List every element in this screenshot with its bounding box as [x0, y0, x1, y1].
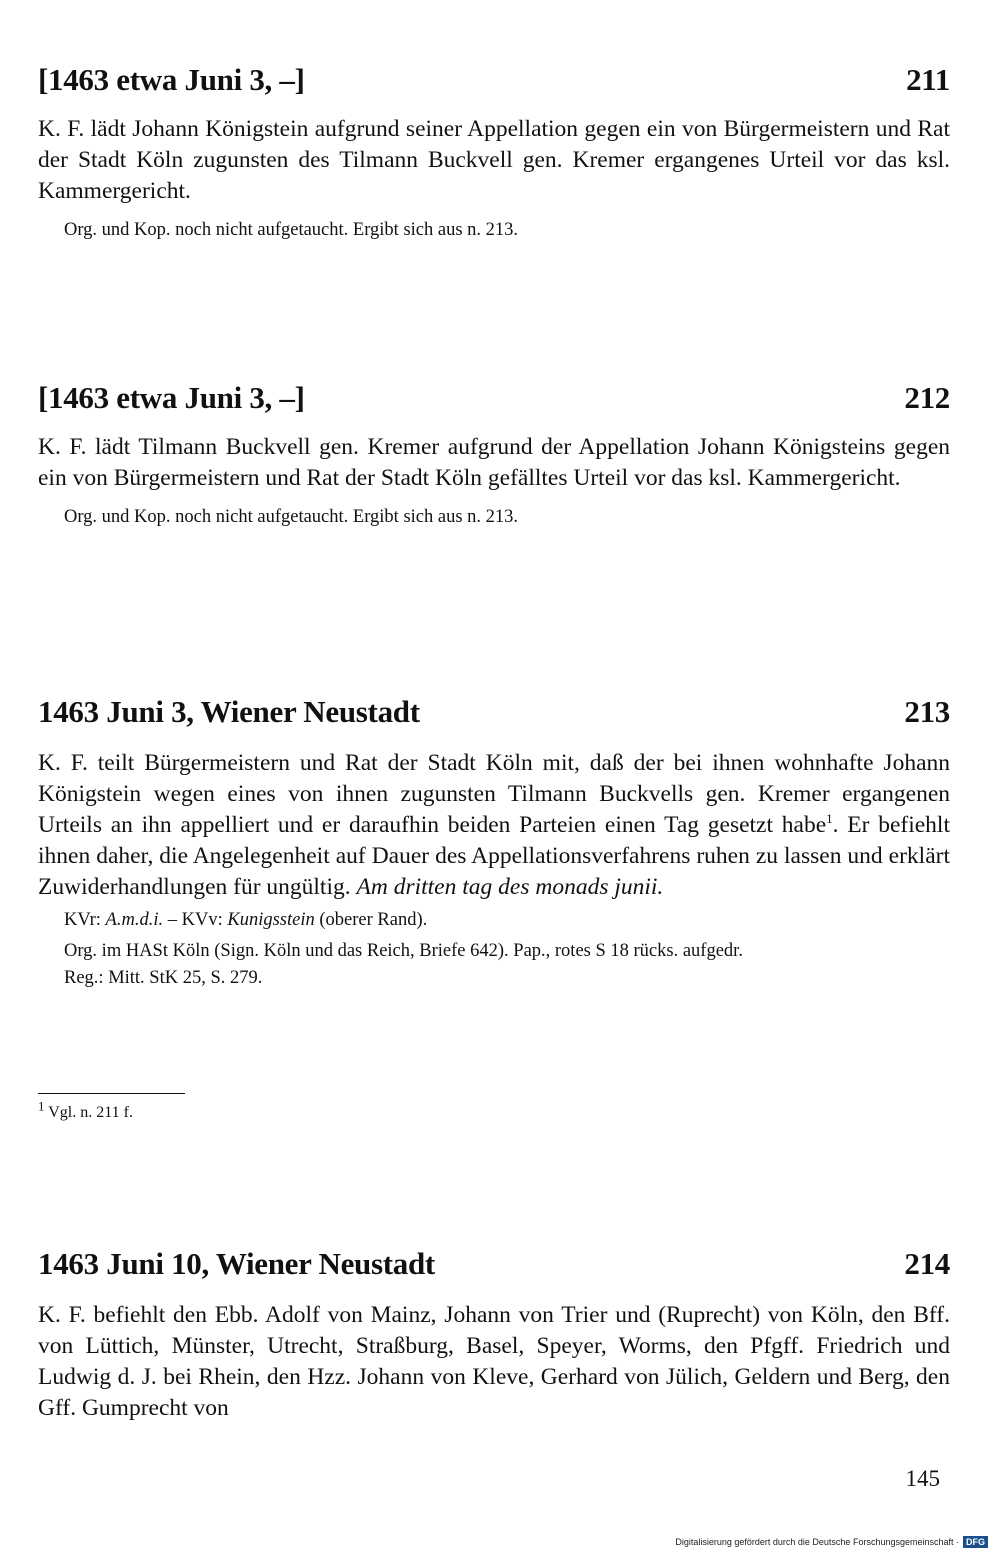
credit-text: Digitalisierung gefördert durch die Deutsche Forschungsgemeinschaft · — [675, 1537, 959, 1547]
funding-credit — [675, 1536, 988, 1548]
entry-date-heading: [1463 etwa Juni 3, –] — [38, 380, 305, 415]
entry-number: 212 — [904, 380, 950, 415]
entry-date-heading: 1463 Juni 3, Wiener Neustadt — [38, 694, 420, 729]
kvr-value: A.m.d.i. — [105, 910, 164, 930]
entry-date-heading: [1463 etwa Juni 3, –] — [38, 62, 305, 97]
footnote-text: Vgl. n. 211 f. — [48, 1104, 133, 1121]
entry-header — [38, 380, 950, 416]
regest-text: K. F. lädt Tilmann Buckvell gen. Kremer aufgrund der Appellation Johann Königsteins gegen ein von Bürgermeistern und Rat der Stadt Köln gefälltes Urteil vor das ksl. Kammergericht. — [38, 434, 950, 491]
kvv-rest: (oberer Rand). — [314, 910, 428, 930]
entry-214 — [38, 1246, 950, 1424]
entry-211 — [38, 62, 950, 244]
entry-213 — [38, 694, 950, 992]
regest-text: K. F. lädt Johann Königstein aufgrund seiner Appellation gegen ein von Bürgermeistern und Rat der Stadt Köln zugunsten des Tilmann Buckvell gen. Kremer ergangenes Urteil vor das ksl. Kammergericht. — [38, 116, 950, 204]
footnote-reference[interactable]: 1 — [826, 811, 833, 827]
entry-date-heading: 1463 Juni 10, Wiener Neustadt — [38, 1246, 435, 1281]
entry-header — [38, 62, 950, 98]
archive-note: Org. im HASt Köln (Sign. Köln und das Reich, Briefe 642). Pap., rotes S 18 rücks. aufgedr. — [64, 941, 743, 961]
endorsement-note — [38, 907, 950, 934]
entry-header — [38, 1246, 950, 1282]
archive-note: Org. und Kop. noch nicht aufgetaucht. Ergibt sich aus n. 213. — [64, 507, 519, 527]
kvr-label: KVr: — [64, 910, 106, 930]
entry-header — [38, 694, 950, 730]
entry-number: 213 — [904, 694, 950, 729]
archive-note: Org. und Kop. noch nicht aufgetaucht. Ergibt sich aus n. 213. — [64, 220, 519, 240]
footnote-marker: 1 — [38, 1098, 45, 1114]
page-number: 145 — [905, 1466, 940, 1491]
regest-text: K. F. befiehlt den Ebb. Adolf von Mainz, Johann von Trier und (Ruprecht) von Köln, den Bff. von Lüttich, Münster, Utrecht, Straßburg, Basel, Speyer, Worms, den Pfgff. Friedrich und Ludwig d. J. bei Rhein, den Hzz. Johann von Kleve, Gerhard von Jülich, Geldern und Berg, den Gff. Gumprecht von — [38, 1302, 950, 1421]
kvv-value: Kunigsstein — [227, 910, 315, 930]
kvv-separator: – KVv: — [163, 910, 228, 930]
regest-text — [38, 748, 950, 903]
regesta-reference: Reg.: Mitt. StK 25, S. 279. — [64, 968, 263, 988]
footnote — [38, 1098, 133, 1122]
regest-text-part1: K. F. teilt Bürgermeistern und Rat der Stadt Köln mit, daß der bei ihnen wohnhafte Johann Königstein wegen eines von ihnen zugunsten Tilmann Buckvells gen. Kremer ergangenen Urteils an ihn appelliert und er daraufhin beiden Parteien einen Tag gesetzt habe — [38, 750, 950, 838]
dfg-logo: DFG — [963, 1536, 988, 1548]
regest-text-part2: . Er befiehlt ihnen daher, die Angelegenheit auf Dauer des Appellationsverfahrens ruhen zu lassen und erklärt Zuwiderhandlungen für ungültig. — [38, 812, 950, 900]
entry-number: 211 — [906, 62, 950, 97]
footnote-divider — [38, 1093, 185, 1094]
regest-dating-clause: Am dritten tag des monads junii. — [356, 874, 664, 900]
entry-number: 214 — [904, 1246, 950, 1281]
entry-212 — [38, 380, 950, 531]
